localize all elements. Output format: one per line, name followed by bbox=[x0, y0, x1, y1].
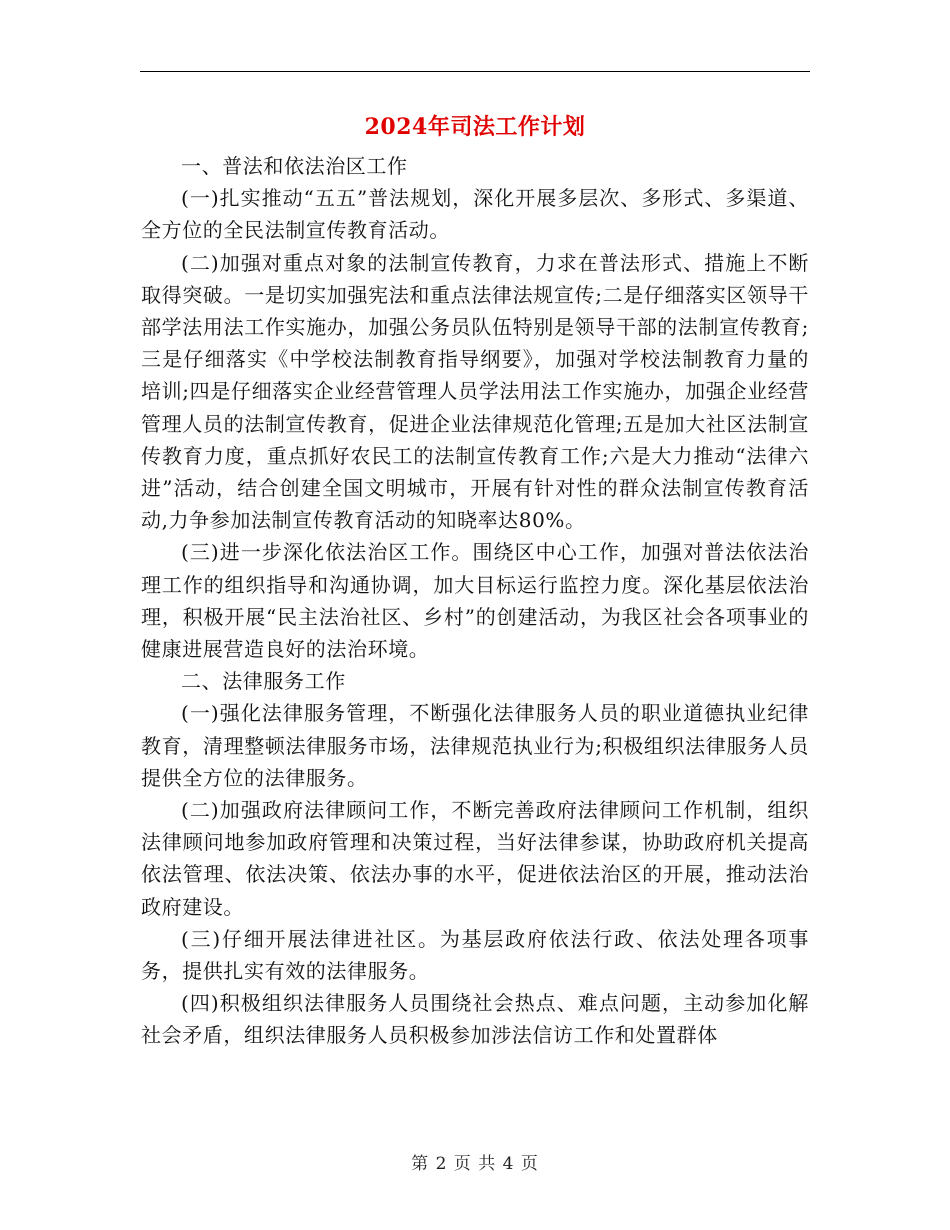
paragraph: (四)积极组织法律服务人员围绕社会热点、难点问题，主动参加化解社会矛盾，组织法律服务人员积极参加涉法信访工作和处置群体 bbox=[141, 991, 809, 1048]
paragraph: (二)加强政府法律顾问工作，不断完善政府法律顾问工作机制，组织法律顾问地参加政府管理和决策过程，当好法律参谋，协助政府机关提高依法管理、依法决策、依法办事的水平，促进依法治区的开展，推动法治政府建设。 bbox=[141, 798, 809, 919]
paragraph: (三)仔细开展法律进社区。为基层政府依法行政、依法处理各项事务，提供扎实有效的法律服务。 bbox=[141, 926, 809, 984]
paragraph: (一)强化法律服务管理，不断强化法律服务人员的职业道德执业纪律教育，清理整顿法律服务市场，法律规范执业行为;积极组织法律服务人员提供全方位的法律服务。 bbox=[141, 701, 809, 790]
section-heading-legal-education: 一、普法和依法治区工作 bbox=[181, 154, 408, 178]
page-number-footer: 第 2 页 共 4 页 bbox=[411, 1154, 539, 1174]
paragraph: (一)扎实推动“五五”普法规划，深化开展多层次、多形式、多渠道、全方位的全民法制宣传教育活动。 bbox=[141, 186, 809, 243]
header-rule bbox=[140, 71, 810, 72]
document-title: 2024年司法工作计划 bbox=[364, 114, 586, 140]
section-heading-legal-services: 二、法律服务工作 bbox=[181, 669, 346, 694]
paragraph: (二)加强对重点对象的法制宣传教育，力求在普法形式、措施上不断取得突破。一是切实加强宪法和重点法律法规宣传;二是仔细落实区领导干部学法用法工作实施办，加强公务员队伍特别是领导干部的法制宣传教育;三是仔细落实《中学校法制教育指导纲要》，加强对学校法制教育力量的培训;四是仔细落实企业经营管理人员学法用法工作实施办，加强企业经营管理人员的法制宣传教育，促进企业法律规范化管理;五是加大社区法制宣传教育力度，重点抓好农民工的法制宣传教育工作;六是大力推动“法律六进”活动，结合创建全国文明城市，开展有针对性的群众法制宣传教育活动,力争参加法制宣传教育活动的知晓率达80%。 bbox=[141, 250, 809, 533]
document-body bbox=[141, 150, 809, 1052]
paragraph: (三)进一步深化依法治区工作。围绕区中心工作，加强对普法依法治理工作的组织指导和沟通协调，加大目标运行监控力度。深化基层依法治理，积极开展“民主法治社区、乡村”的创建活动，为我区社会各项事业的健康进展营造良好的法治环境。 bbox=[141, 540, 809, 662]
